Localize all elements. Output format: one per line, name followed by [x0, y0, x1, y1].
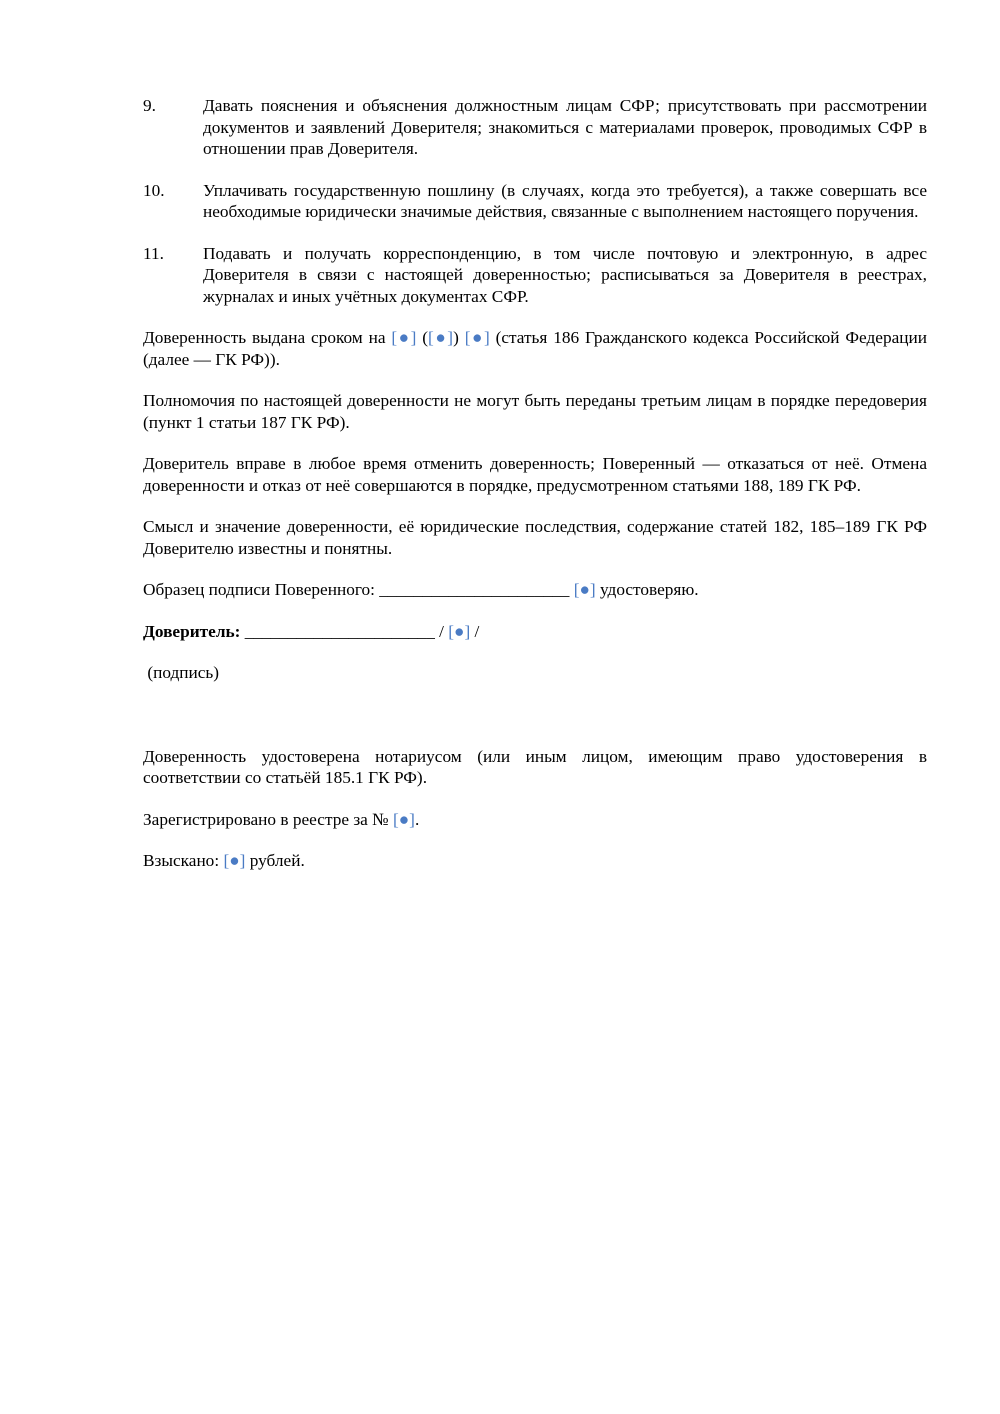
list-item-number: 9. — [143, 96, 156, 115]
list-item-number: 10. — [143, 180, 165, 200]
notary-paragraph: Доверенность удостоверена нотариусом (или иным лицом, имеющим право удостоверения в соответствии со статьёй 185.1 ГК РФ). — [143, 746, 927, 787]
list-item-text: Подавать и получать корреспонденцию, в том числе почтовую и электронную, в адрес Доверителя в связи с настоящей доверенностью; расписываться за Доверителя в реестрах, журналах и иных учётных документах СФР. — [203, 243, 927, 306]
principal-tail: / — [470, 621, 480, 641]
list-item — [143, 243, 927, 308]
meaning-paragraph: Смысл и значение доверенности, её юридические последствия, содержание статей 182, 185–189 ГК РФ Доверителю известны и понятны. — [143, 517, 927, 558]
placeholder-field[interactable]: [●] — [448, 621, 471, 641]
signature-caption: (подпись) — [143, 663, 220, 682]
registry-text: Зарегистрировано в реестре за № — [143, 809, 393, 829]
registry-tail: . — [414, 809, 420, 829]
list-item-text: Уплачивать государственную пошлину (в случаях, когда это требуется), а также совершать все необходимые юридически значимые действия, связанные с выполнением настоящего поручения. — [203, 180, 927, 221]
sample-signature-text: Образец подписи Поверенного: ______________________ — [143, 580, 574, 599]
term-text-1: Доверенность выдана сроком на — [143, 328, 392, 347]
principal-signature-blank: ______________________ / — [240, 621, 449, 641]
registry-paragraph — [143, 809, 927, 831]
sample-signature-tail: удостоверяю. — [595, 580, 699, 599]
list-item — [143, 95, 927, 160]
placeholder-field[interactable]: [●] — [391, 328, 417, 347]
collected-tail: рублей. — [245, 851, 305, 870]
collected-paragraph — [143, 850, 927, 872]
spacer — [143, 704, 927, 746]
revoke-paragraph: Доверитель вправе в любое время отменить доверенность; Поверенный — отказаться от неё. Отмена доверенности и отказ от неё совершаются в порядке, предусмотренном статьями 188, 189 ГК РФ. — [143, 454, 927, 495]
redelegation-paragraph: Полномочия по настоящей доверенности не могут быть переданы третьим лицам в порядке передоверия (пункт 1 статьи 187 ГК РФ). — [143, 391, 927, 432]
principal-label: Доверитель: — [143, 621, 241, 641]
sample-signature-paragraph — [143, 579, 927, 601]
list-item — [143, 180, 927, 223]
placeholder-field[interactable]: [●] — [223, 851, 246, 870]
list-item-text: Давать пояснения и объяснения должностным лицам СФР; присутствовать при рассмотрении документов и заявлений Доверителя; знакомиться с материалами проверок, проводимых СФР в отношении прав Доверителя. — [203, 96, 927, 158]
term-paragraph — [143, 327, 927, 370]
principal-signature-line — [143, 621, 927, 643]
list-item-number: 11. — [143, 243, 164, 263]
term-text-2: ( — [416, 328, 429, 347]
placeholder-field[interactable]: [●] — [392, 809, 415, 829]
term-text-3: ) — [453, 328, 465, 347]
term-text-4: (статья 186 Гражданского кодекса Российской Федерации (далее — ГК РФ)). — [143, 328, 928, 369]
document-body — [143, 95, 927, 892]
placeholder-field[interactable]: [●] — [573, 580, 596, 599]
placeholder-field[interactable]: [●] — [464, 328, 490, 347]
placeholder-field[interactable]: [●] — [428, 328, 454, 347]
collected-text: Взыскано: — [143, 851, 224, 870]
